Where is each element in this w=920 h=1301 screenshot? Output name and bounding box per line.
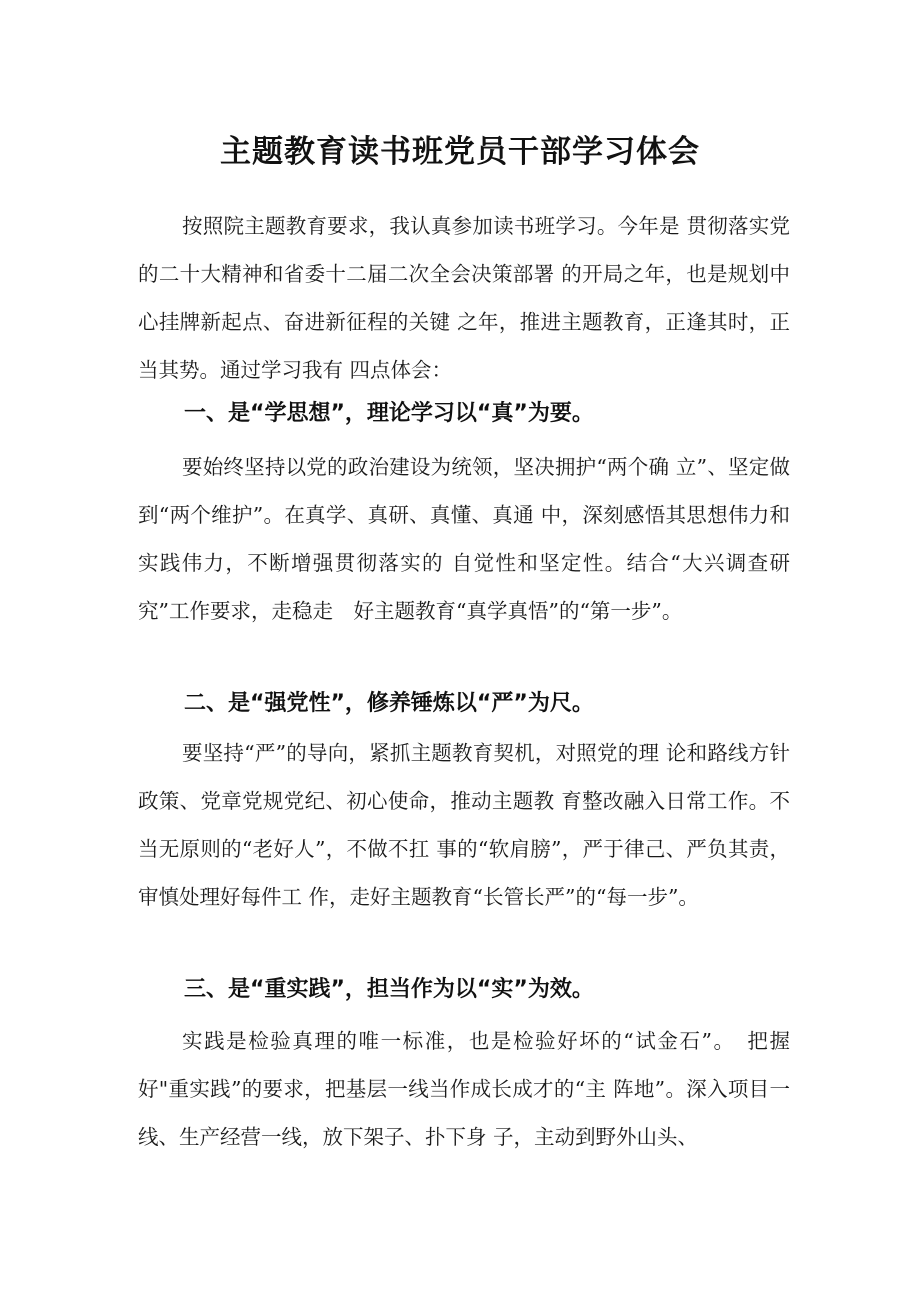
section-paragraph-1: 要始终坚持以党的政治建设为统领，坚决拥护“两个确 立”、坚定做到“两个维护”。在真学、真研、真懂、真通 中，深刻感悟其思想伟力和实践伟力，不断增强贯彻落实的 自觉性和坚定性。结合“大兴调查研究”工作要求，走稳走 好主题教育“真学真悟”的“第一步”。 (138, 455, 790, 623)
document-title: 主题教育读书班党员干部学习体会 (220, 134, 700, 170)
section-paragraph-2: 要坚持“严”的导向，紧抓主题教育契机，对照党的理 论和路线方针政策、党章党规党纪、初心使命，推动主题教 育整改融入日常工作。不当无原则的“老好人”，不做不扛 事的“软肩膀”，严于律己、严负其责，审慎处理好每件工 作，走好主题教育“长管长严”的“每一步”。 (138, 741, 790, 909)
section-heading-1: 一、是“学思想”，理论学习以“真”为要。 (184, 401, 594, 426)
intro-paragraph: 按照院主题教育要求，我认真参加读书班学习。今年是 贯彻落实党的二十大精神和省委十二届二次全会决策部署 的开局之年，也是规划中心挂牌新起点、奋进新征程的关键 之年，推进主题教育，正逢其时，正当其势。通过学习我有 四点体会： (138, 214, 790, 382)
section-paragraph-3: 实践是检验真理的唯一标准，也是检验好坏的“试金石”。 把握好"重实践”的要求，把基层一线当作成长成才的“主 阵地”。深入项目一线、生产经营一线，放下架子、扑下身 子，主动到野外山头、 (138, 1029, 790, 1149)
section-heading-3: 三、是“重实践”，担当作为以“实”为效。 (184, 977, 594, 1002)
section-heading-2: 二、是“强党性”，修养锤炼以“严”为尺。 (184, 691, 594, 716)
